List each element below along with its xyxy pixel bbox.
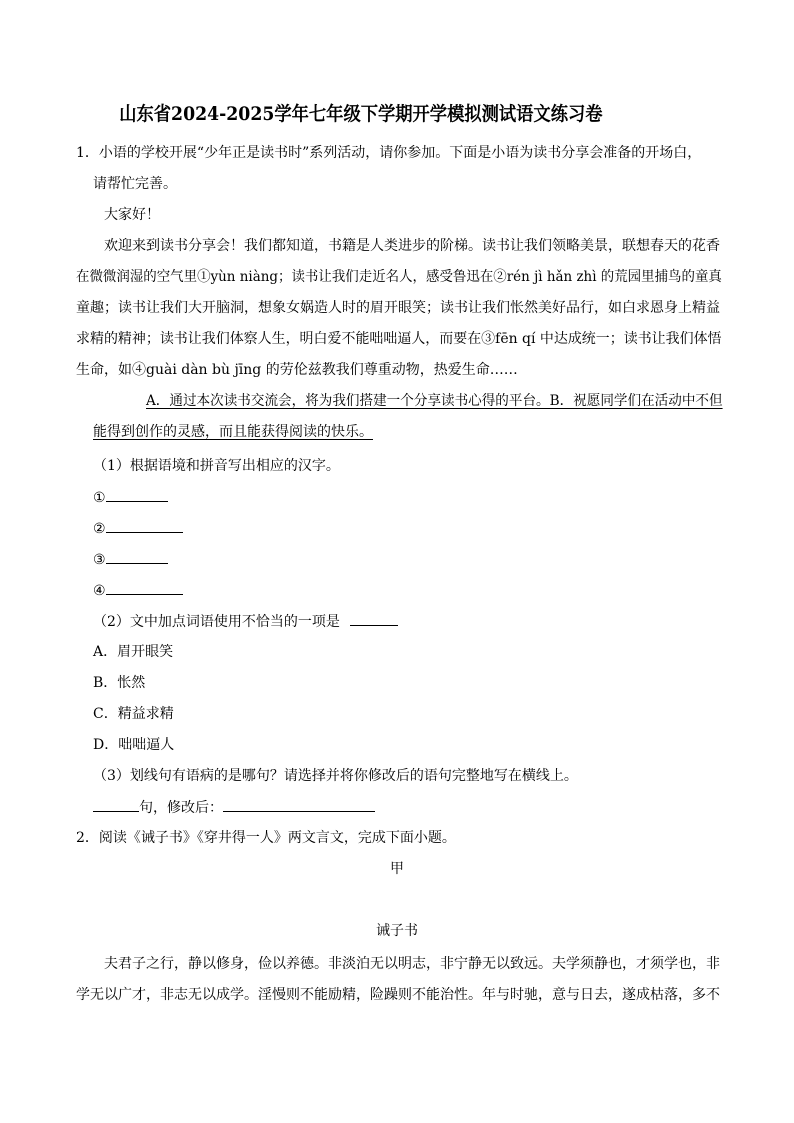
answer-line[interactable]	[106, 487, 168, 502]
answer-line[interactable]	[93, 797, 139, 812]
q1-sub1: （1）根据语境和拼音写出相应的汉字。	[93, 458, 340, 474]
passage-line1: 夫君子之行，静以修身，俭以养德。非淡泊无以明志，非宁静无以致远。夫学须静也，才须学也，非	[104, 956, 720, 972]
q1-sub2-text: （2）文中加点词语使用不恰当的一项是	[93, 614, 340, 630]
passage-line2: 学无以广才，非志无以成学。淫慢则不能励精，险躁则不能治性。年与时驰，意与日去，遂成枯落，多不	[76, 987, 720, 1003]
option-a: A．眉开眼笑	[93, 644, 174, 660]
blank-label: ③	[93, 552, 106, 568]
blank-label: ②	[93, 521, 106, 537]
q1-blank-2	[93, 518, 183, 539]
q1-blank-4	[93, 580, 183, 601]
q1-sub3: （3）划线句有语病的是哪句？请选择并将你修改后的语句完整地写在横线上。	[93, 768, 578, 784]
q2-stem: 2．阅读《诫子书》《穿井得一人》两文言文，完成下面小题。	[76, 830, 456, 846]
q1-sub3-answer	[93, 797, 375, 818]
q1-blank-1	[93, 487, 168, 508]
q1-blank-3	[93, 549, 168, 570]
option-d: D．咄咄逼人	[93, 737, 175, 753]
q1-stem-line1: 1．小语的学校开展“少年正是读书时”系列活动，请你参加。下面是小语为读书分享会准备的开场白，	[76, 145, 702, 161]
answer-line[interactable]	[350, 611, 398, 626]
q1-paragraph-line5: 生命，如④guài dàn bù jīng 的劳伦兹教我们尊重动物，热爱生命……	[76, 362, 518, 378]
q1-underlined-line2: 能得到创作的灵感，而且能获得阅读的快乐。	[93, 424, 373, 440]
q1-stem-line2: 请帮忙完善。	[93, 176, 177, 192]
q1-paragraph-line3: 童趣；读书让我们大开脑洞，想象女娲造人时的眉开眼笑；读书让我们怅然美好品行，如白求恩身上精益	[76, 300, 720, 316]
answer-line[interactable]	[106, 518, 183, 533]
q1-greeting: 大家好！	[104, 207, 160, 223]
passage-label-jia: 甲	[390, 861, 404, 877]
q1-underlined-line1: A．通过本次读书交流会，将为我们搭建一个分享读书心得的平台。B．祝愿同学们在活动中不但	[146, 393, 723, 409]
option-c: C．精益求精	[93, 706, 174, 722]
q1-paragraph-line4: 求精的精神；读书让我们体察人生，明白爱不能咄咄逼人，而要在③fēn qí 中达成统一；读书让我们体悟	[76, 331, 722, 347]
answer-line[interactable]	[106, 580, 183, 595]
page-title: 山东省2024-2025学年七年级下学期开学模拟测试语文练习卷	[119, 103, 603, 125]
answer-line[interactable]	[106, 549, 168, 564]
q1-paragraph-line1: 欢迎来到读书分享会！我们都知道，书籍是人类进步的阶梯。读书让我们领略美景，联想春天的花香	[104, 238, 720, 254]
answer-line[interactable]	[223, 797, 375, 812]
option-b: B．怅然	[93, 675, 146, 691]
q1-paragraph-line2: 在微微润湿的空气里①yùn niàng；读书让我们走近名人，感受鲁迅在②rén jì hǎn zhì 的荒园里捕鸟的童真	[76, 269, 722, 285]
blank-label: ④	[93, 583, 106, 599]
passage-title: 诫子书	[376, 923, 418, 939]
q1-sub2	[93, 611, 398, 632]
blank-label: ①	[93, 490, 106, 506]
q1-sub3-answer-label: 句，修改后：	[139, 800, 223, 816]
